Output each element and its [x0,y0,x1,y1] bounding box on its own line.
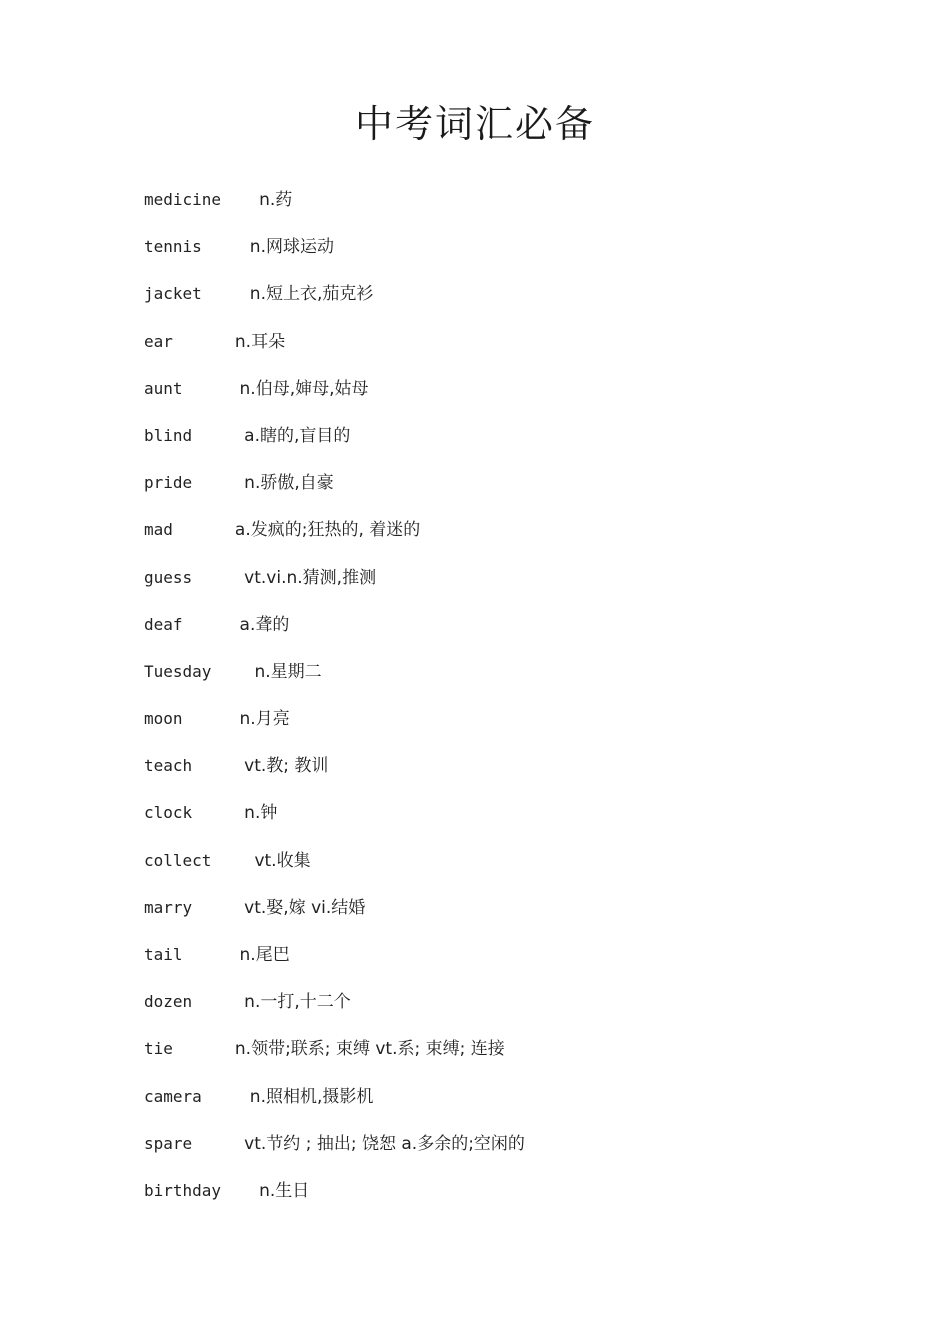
vocab-entry [144,1177,525,1224]
vocab-entry [144,233,525,280]
vocab-definition: n.网球运动 [249,237,334,258]
vocab-definition: n.生日 [259,1180,310,1201]
vocab-word: blind [144,425,193,445]
vocab-definition: n.星期二 [254,661,322,682]
vocab-word: collect [144,850,212,870]
vocab-definition: n.耳朵 [234,331,286,352]
vocab-definition: vt.教; 教训 [244,756,329,777]
page-title: 中考词汇必备 [354,102,595,146]
vocab-word: camera [144,1086,202,1106]
vocab-entry [144,799,525,846]
vocab-definition: a.瞎的,盲目的 [244,425,351,446]
vocab-word: marry [144,897,193,917]
vocab-definition: vt.vi.n.猜测,推测 [244,567,377,588]
vocab-word: tie [144,1039,173,1059]
vocab-word: jacket [144,284,202,304]
vocab-definition: a.发疯的;狂热的, 着迷的 [234,520,421,541]
vocab-definition: n.短上衣,茄克衫 [249,284,374,305]
vocab-definition: n.月亮 [239,709,290,730]
vocab-word: guess [144,567,193,587]
vocab-definition: n.领带;联系; 束缚 vt.系; 束缚; 连接 [234,1039,505,1060]
vocab-definition: n.尾巴 [239,945,290,965]
vocab-entry [144,1083,525,1130]
vocab-entry [144,1035,525,1082]
vocab-entry [144,328,525,375]
vocab-word: Tuesday [144,661,212,681]
vocab-word: aunt [144,378,183,398]
vocab-entry [144,752,525,799]
vocab-definition: vt.娶,嫁 vi.结婚 [244,897,366,918]
vocab-entry [144,1130,525,1177]
vocab-word: moon [144,709,183,729]
vocab-definition: n.钟 [244,803,278,824]
vocab-word: deaf [144,614,183,634]
vocab-definition: vt.节约 ; 抽出; 饶恕 a.多余的;空闲的 [244,1133,525,1154]
vocab-definition: n.照相机,摄影机 [249,1086,374,1107]
vocab-definition: n.药 [259,190,293,210]
vocab-entry [144,658,525,705]
vocab-word: spare [144,1133,193,1153]
vocab-entry [144,422,525,469]
vocab-word: dozen [144,992,193,1012]
vocab-entry [144,280,525,327]
vocab-entry [144,375,525,422]
vocab-word: birthday [144,1180,222,1200]
vocab-entry [144,469,525,516]
vocab-entry [144,564,525,611]
vocab-word: tennis [144,237,202,257]
vocab-word: mad [144,520,173,540]
vocab-word: tail [144,945,183,964]
vocab-definition: n.骄傲,自豪 [244,473,334,494]
vocab-definition: a.聋的 [239,614,290,635]
vocab-entry [144,516,525,563]
vocabulary-list [144,186,525,1224]
vocab-word: pride [144,473,193,493]
vocab-entry [144,186,525,233]
vocab-entry [144,941,525,988]
vocab-definition: n.伯母,婶母,姑母 [239,378,369,399]
vocab-word: ear [144,331,173,351]
vocab-word: teach [144,756,193,776]
vocab-entry [144,894,525,941]
vocab-word: clock [144,803,193,823]
vocab-definition: n.一打,十二个 [244,992,351,1013]
vocab-entry [144,988,525,1035]
vocab-entry [144,705,525,752]
vocab-word: medicine [144,190,222,209]
vocab-entry [144,611,525,658]
vocab-definition: vt.收集 [254,850,311,871]
vocab-entry [144,847,525,894]
